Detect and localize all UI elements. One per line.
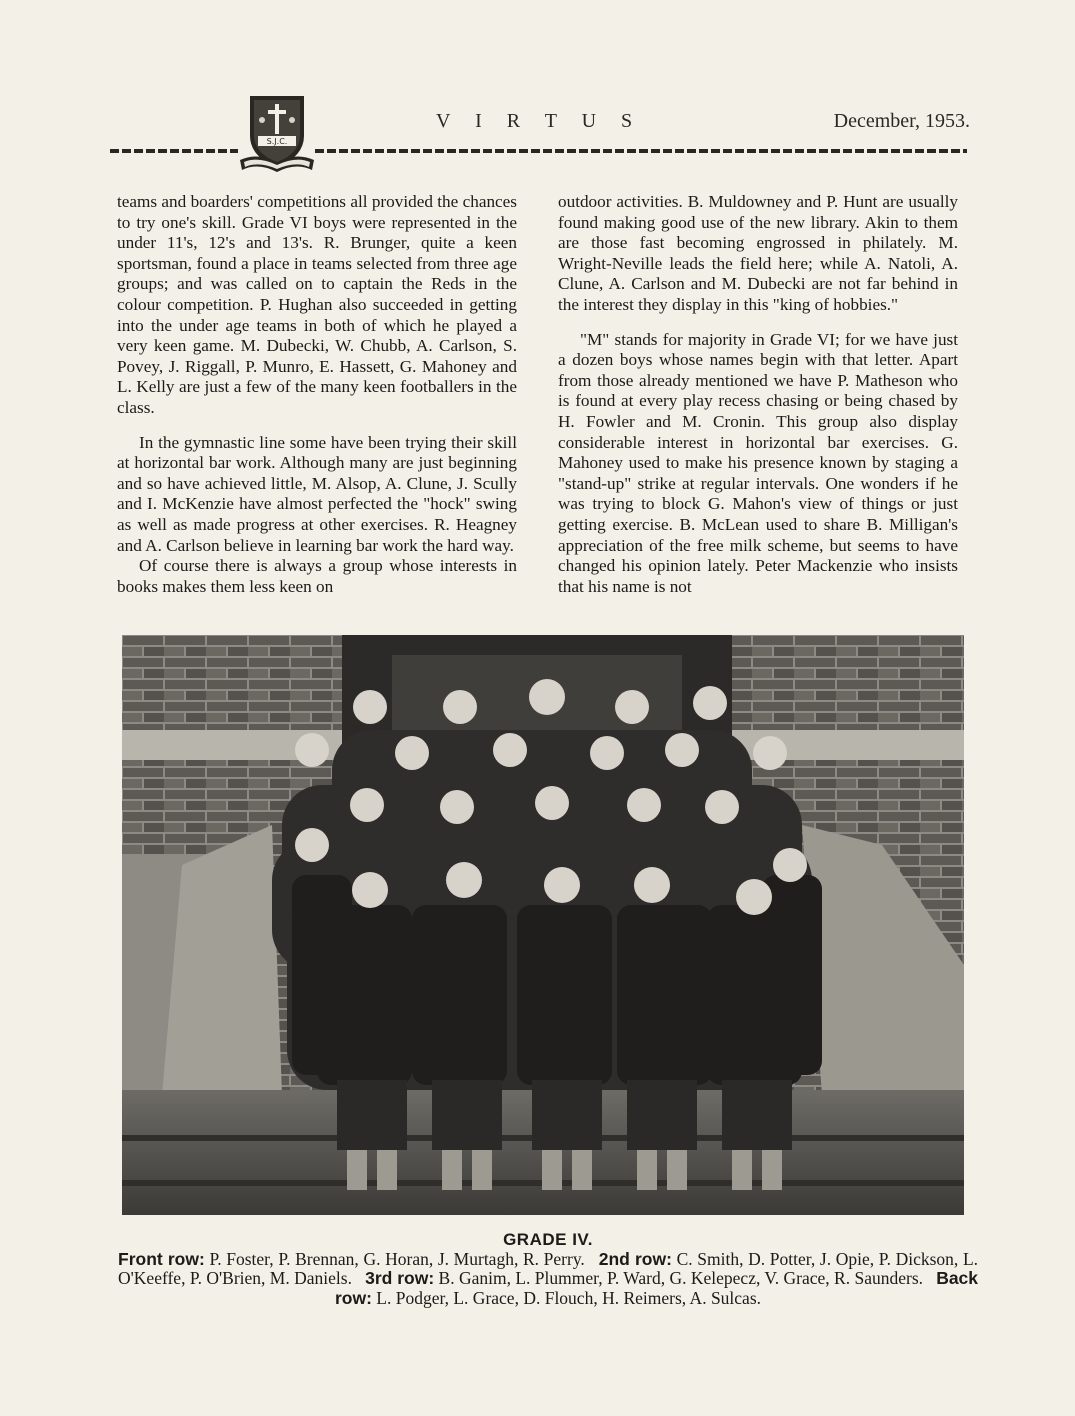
right-column <box>558 192 958 611</box>
right-paragraph-1: outdoor activities. B. Muldowney and P. Hunt are usually found making good use of the new library. Akin to them are those fast becoming engrossed in philately. M. Wright-Neville leads the field here; while A. Natoli, A. Clune, A. Carlson and M. Dubecki are not far behind in the interest they display in this "king of hobbies." <box>558 192 958 314</box>
back-row-names: L. Podger, L. Grace, D. Flouch, H. Reimers, A. Sulcas. <box>376 1287 762 1308</box>
front-row-names: P. Foster, P. Brennan, G. Horan, J. Murtagh, R. Perry. <box>209 1248 585 1269</box>
photo-caption <box>118 1230 978 1308</box>
left-paragraph-3: Of course there is always a group whose interests in books makes them less keen on <box>117 556 517 596</box>
third-row-label: 3rd row: <box>365 1268 435 1288</box>
page-header <box>110 80 970 170</box>
back-row-label: Back row: <box>334 1268 979 1308</box>
front-row-label: Front row: <box>118 1248 205 1269</box>
left-column <box>117 192 517 611</box>
school-crest-icon <box>240 90 314 174</box>
class-photograph <box>122 635 964 1215</box>
class-photo-illustration <box>122 635 964 1215</box>
second-row-label: 2nd row: <box>598 1248 672 1269</box>
second-row-names: C. Smith, D. Potter, J. Opie, P. Dickson, L. O'Keeffe, P. O'Brien, M. Daniels. <box>118 1248 979 1288</box>
header-rule-left <box>110 149 238 153</box>
magazine-title: V I R T U S <box>436 110 643 132</box>
crest-text: S.J.C. <box>266 137 288 146</box>
caption-names <box>118 1250 978 1309</box>
right-paragraph-2: "M" stands for majority in Grade VI; for we have just a dozen boys whose names begin with that letter. Apart from those already mentioned we have P. Matheson who is found at every play recess chasing or being chased by H. Fowler and M. Cronin. This group also display considerable interest in horizontal bar exercises. G. Mahoney used to make his presence known by staging a "stand-up" strike at regular intervals. One wonders if he was trying to block G. Mahon's view of things or just getting exercise. B. McLean used to share B. Milligan's appreciation of the free milk scheme, but seems to have changed his opinion lately. Peter Mackenzie who insists that his name is not <box>558 329 958 596</box>
caption-title: GRADE IV. <box>503 1230 593 1249</box>
third-row-names: B. Ganim, L. Plummer, P. Ward, G. Kelepecz, V. Grace, R. Saunders. <box>438 1268 924 1288</box>
left-paragraph-2: In the gymnastic line some have been trying their skill at horizontal bar work. Although many are just beginning and so have achieved little, M. Alsop, A. Clune, J. Scully and I. McKenzie have almost perfected the "hock" swing as well as made progress at other exercises. R. Heagney and A. Carlson believe in learning bar work the hard way. <box>117 432 517 555</box>
left-paragraph-1: teams and boarders' competitions all provided the chances to try one's skill. Grade VI boys were represented in the under 11's, 12's and 13's. R. Brunger, quite a keen sportsman, found a place in teams selected from three age groups; and was called on to captain the Reds in the colour competition. P. Hughan also succeeded in getting into the under age teams in both of which he played a very keen game. M. Dubecki, W. Chubb, A. Carlson, S. Povey, J. Riggall, P. Munro, E. Hassett, G. Mahoney and L. Kelly are just a few of the many keen footballers in the class. <box>117 192 517 417</box>
issue-date: December, 1953. <box>833 110 970 132</box>
header-rule-right <box>315 149 967 153</box>
